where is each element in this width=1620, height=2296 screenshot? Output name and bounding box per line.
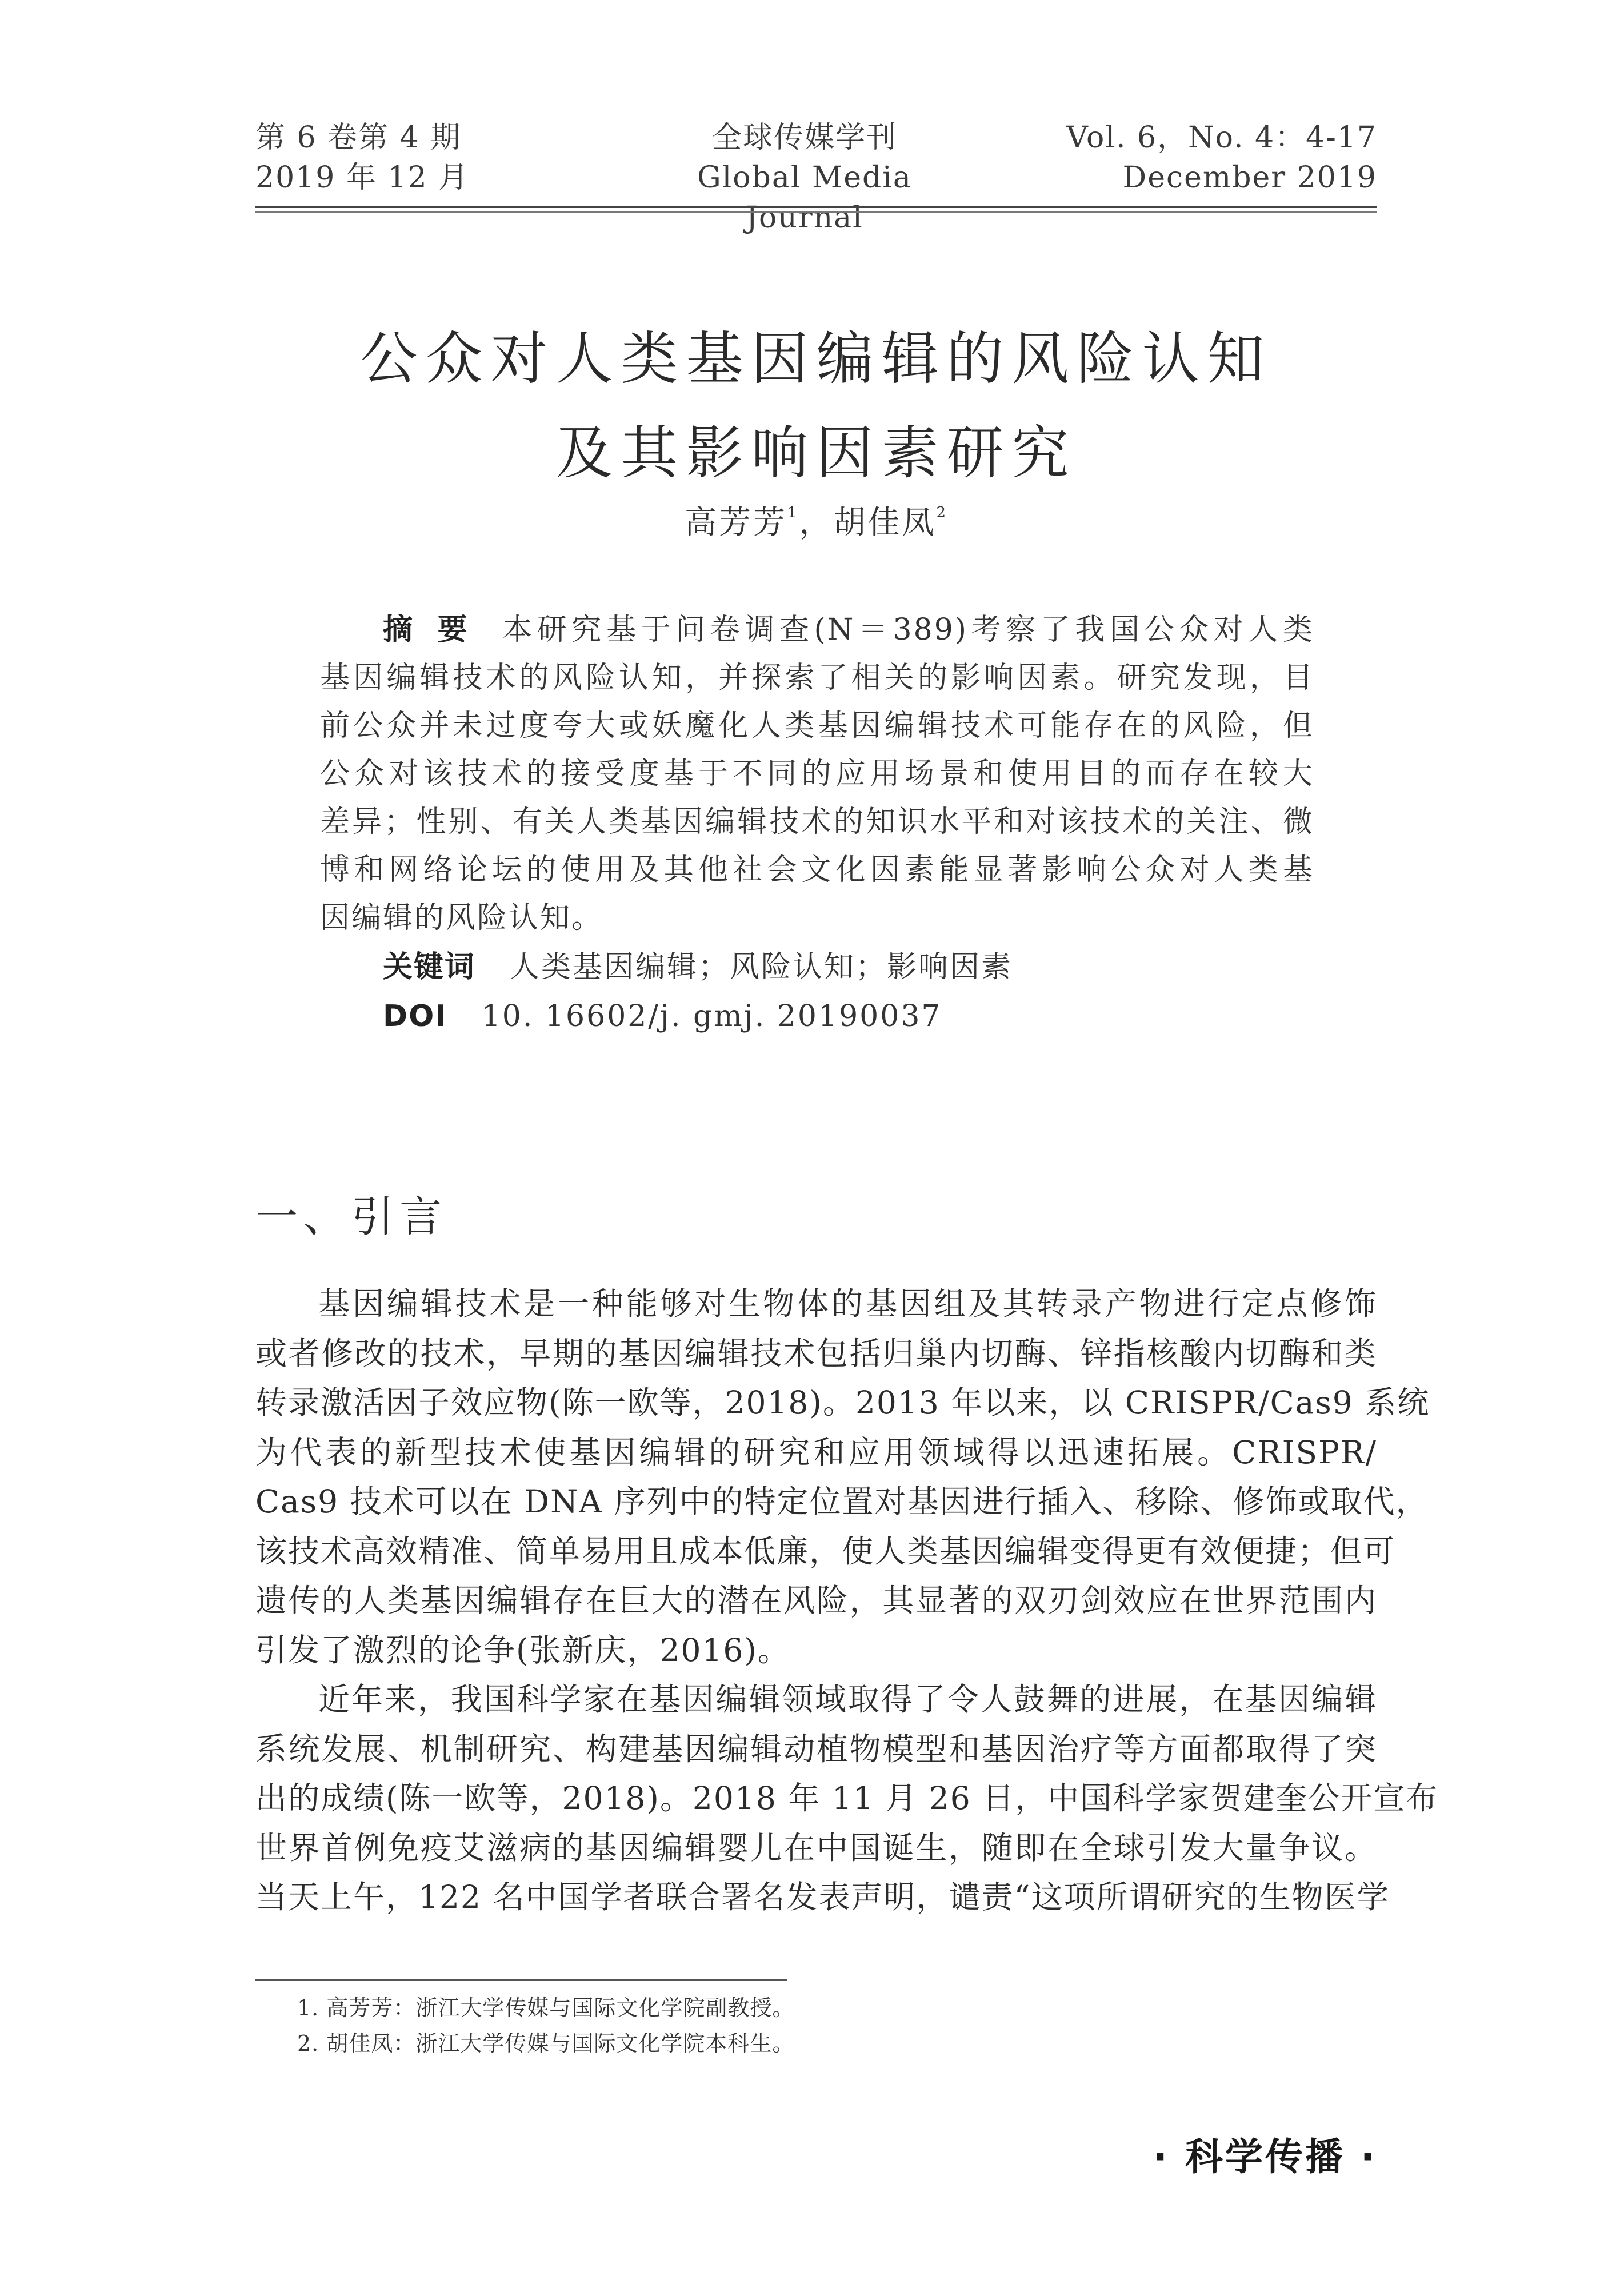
title-line-1: 公众对人类基因编辑的风险认知 (360, 325, 1273, 392)
citation-info (1066, 118, 1377, 198)
abstract-line: 博和网络论坛的使用及其他社会文化因素能显著影响公众对人类基 (320, 853, 1314, 887)
journal-name (667, 118, 942, 238)
author-name: 胡佳凤 (833, 504, 937, 541)
keywords-row (320, 943, 1314, 991)
author-affiliation-mark: 1 (787, 504, 799, 521)
paragraph (255, 1675, 1439, 1922)
section-heading: 一、引言 (255, 1192, 447, 1241)
body-line: 近年来，我国科学家在基因编辑领域取得了令人鼓舞的进展，在基因编辑 (318, 1681, 1377, 1718)
body-line: 出的成绩(陈一欧等，2018)。2018 年 11 月 26 日，中国科学家贺建奎公开宣布 (255, 1780, 1439, 1816)
body-text (255, 1279, 1439, 1922)
author-name: 高芳芳 (684, 504, 787, 541)
abstract-line (320, 606, 1314, 654)
author-separator: ， (799, 504, 834, 541)
body-line: 引发了激烈的论争(张新庆，2016)。 (255, 1631, 790, 1668)
column-tag: · 科学传播 · (1153, 2135, 1377, 2179)
issue-info (255, 118, 469, 198)
body-line: 或者修改的技术，早期的基因编辑技术包括归巢内切酶、锌指核酸内切酶和类 (255, 1335, 1377, 1372)
abstract-line: 前公众并未过度夸大或妖魔化人类基因编辑技术可能存在的风险，但 (320, 709, 1314, 743)
body-line: 遗传的人类基因编辑存在巨大的潜在风险，其显著的双刃剑效应在世界范围内 (255, 1582, 1377, 1619)
title-line-2: 及其影响因素研究 (555, 420, 1077, 486)
abstract-line: 差异；性别、有关人类基因编辑技术的知识水平和对该技术的关注、微 (320, 805, 1314, 839)
abstract (320, 606, 1314, 1040)
header-rule-thick (255, 206, 1377, 208)
footnote-rule (255, 1979, 787, 1981)
article-title (255, 312, 1377, 500)
author-affiliation-mark: 2 (936, 504, 949, 521)
doi-label: DOI (383, 999, 447, 1033)
body-line: 基因编辑技术是一种能够对生物体的基因组及其转录产物进行定点修饰 (318, 1285, 1377, 1322)
abstract-line: 因编辑的风险认知。 (320, 901, 603, 935)
body-line: 该技术高效精准、简单易用且成本低廉，使人类基因编辑变得更有效便捷；但可 (255, 1532, 1396, 1570)
author-list (255, 497, 1377, 543)
issue-volume: 第 6 卷第 4 期 (255, 121, 462, 155)
citation-date: December 2019 (1122, 161, 1377, 195)
header-rule-thin (255, 211, 1377, 213)
footnote: 1. 高芳芳：浙江大学传媒与国际文化学院副教授。 (297, 1995, 795, 2021)
body-line: 世界首例免疫艾滋病的基因编辑婴儿在中国诞生，随即在全球引发大量争议。 (255, 1829, 1377, 1866)
body-line: 为代表的新型技术使基因编辑的研究和应用领域得以迅速拓展。CRISPR/ (255, 1433, 1377, 1471)
body-line: 当天上午，122 名中国学者联合署名发表声明，谴责“这项所谓研究的生物医学 (255, 1879, 1390, 1915)
doi-row (320, 992, 1314, 1040)
footnote: 2. 胡佳凤：浙江大学传媒与国际文化学院本科生。 (297, 2031, 795, 2056)
body-line: 系统发展、机制研究、构建基因编辑动植物模型和基因治疗等方面都取得了突 (255, 1730, 1377, 1767)
issue-date: 2019 年 12 月 (255, 161, 470, 195)
keywords-label: 关键词 (383, 950, 476, 984)
journal-name-cn: 全球传媒学刊 (711, 121, 897, 155)
paragraph (255, 1279, 1430, 1675)
body-line: Cas9 技术可以在 DNA 序列中的特定位置对基因进行插入、移除、修饰或取代， (255, 1483, 1429, 1520)
abstract-line: 公众对该技术的接受度基于不同的应用场景和使用目的而存在较大 (320, 757, 1314, 791)
keywords-text: 人类基因编辑；风险认知；影响因素 (510, 950, 1013, 984)
abstract-line-text: 本研究基于问卷调查(N＝389)考察了我国公众对人类 (502, 613, 1314, 647)
journal-name-en: Global Media Journal (697, 161, 912, 235)
citation-volume: Vol. 6，No. 4：4-17 (1066, 121, 1377, 155)
body-line: 转录激活因子效应物(陈一欧等，2018)。2013 年以来，以 CRISPR/Cas9 系统 (255, 1384, 1430, 1421)
doi-link[interactable]: 10. 16602/j. gmj. 20190037 (481, 999, 942, 1033)
abstract-label: 摘要 (383, 613, 493, 647)
abstract-line: 基因编辑技术的风险认知，并探索了相关的影响因素。研究发现，目 (320, 661, 1314, 695)
